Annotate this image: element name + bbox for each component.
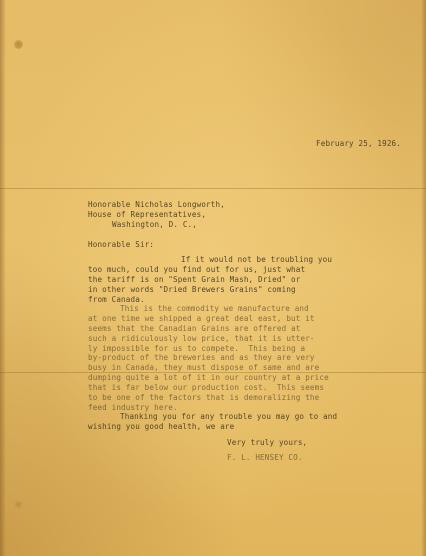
paragraph-line: by-product of the breweries and as they are very [88,353,315,362]
paragraph-line: at one time we shipped a great deal east, but it [88,314,315,323]
closing: Very truly yours, [227,438,308,447]
recipient-line: Washington, D. C., [112,220,197,229]
paragraph-line: seems that the Canadian Grains are offered at [88,324,301,333]
paragraph-line: too much, could you find out for us, just what [88,265,306,274]
paragraph-line: the tariff is on "Spent Grain Mash, Dried" or [88,275,301,284]
fold-line [0,188,426,189]
paragraph-line: feed industry here. [88,403,178,412]
punch-hole [14,500,23,509]
recipient-line: Honorable Nicholas Longworth, [88,200,225,209]
paragraph-line: to be one of the factors that is demoralizing the [88,393,320,402]
recipient-line: House of Representatives, [88,210,207,219]
page-edge-shadow-left [0,0,6,556]
paragraph-line: that is far below our production cost. This seems [88,383,325,392]
paragraph-line: busy in Canada, they must dispose of same and are [88,363,320,372]
salutation: Honorable Sir: [88,240,155,249]
paragraph-line: dumping quite a lot of it in our country at a price [88,373,329,382]
paragraph-line: If it would not be troubling you [181,255,333,264]
paragraph-line: wishing you good health, we are [88,422,235,431]
paragraph-line: such a ridiculously low price, that it is utter- [88,334,315,343]
paragraph-line: in other words "Dried Brewers Grains" coming [88,285,296,294]
paragraph-line: Thanking you for any trouble you may go to and [120,412,338,421]
page-edge-shadow-right [421,0,426,556]
paragraph-line: ly impossible for us to compete. This being a [88,344,306,353]
punch-hole [14,40,23,49]
signature-company: F. L. HENSEY CO. [227,453,303,462]
paragraph-line: from Canada. [88,295,145,304]
paragraph-line: This is the commodity we manufacture and [120,304,309,313]
letter-date: February 25, 1926. [316,139,401,148]
